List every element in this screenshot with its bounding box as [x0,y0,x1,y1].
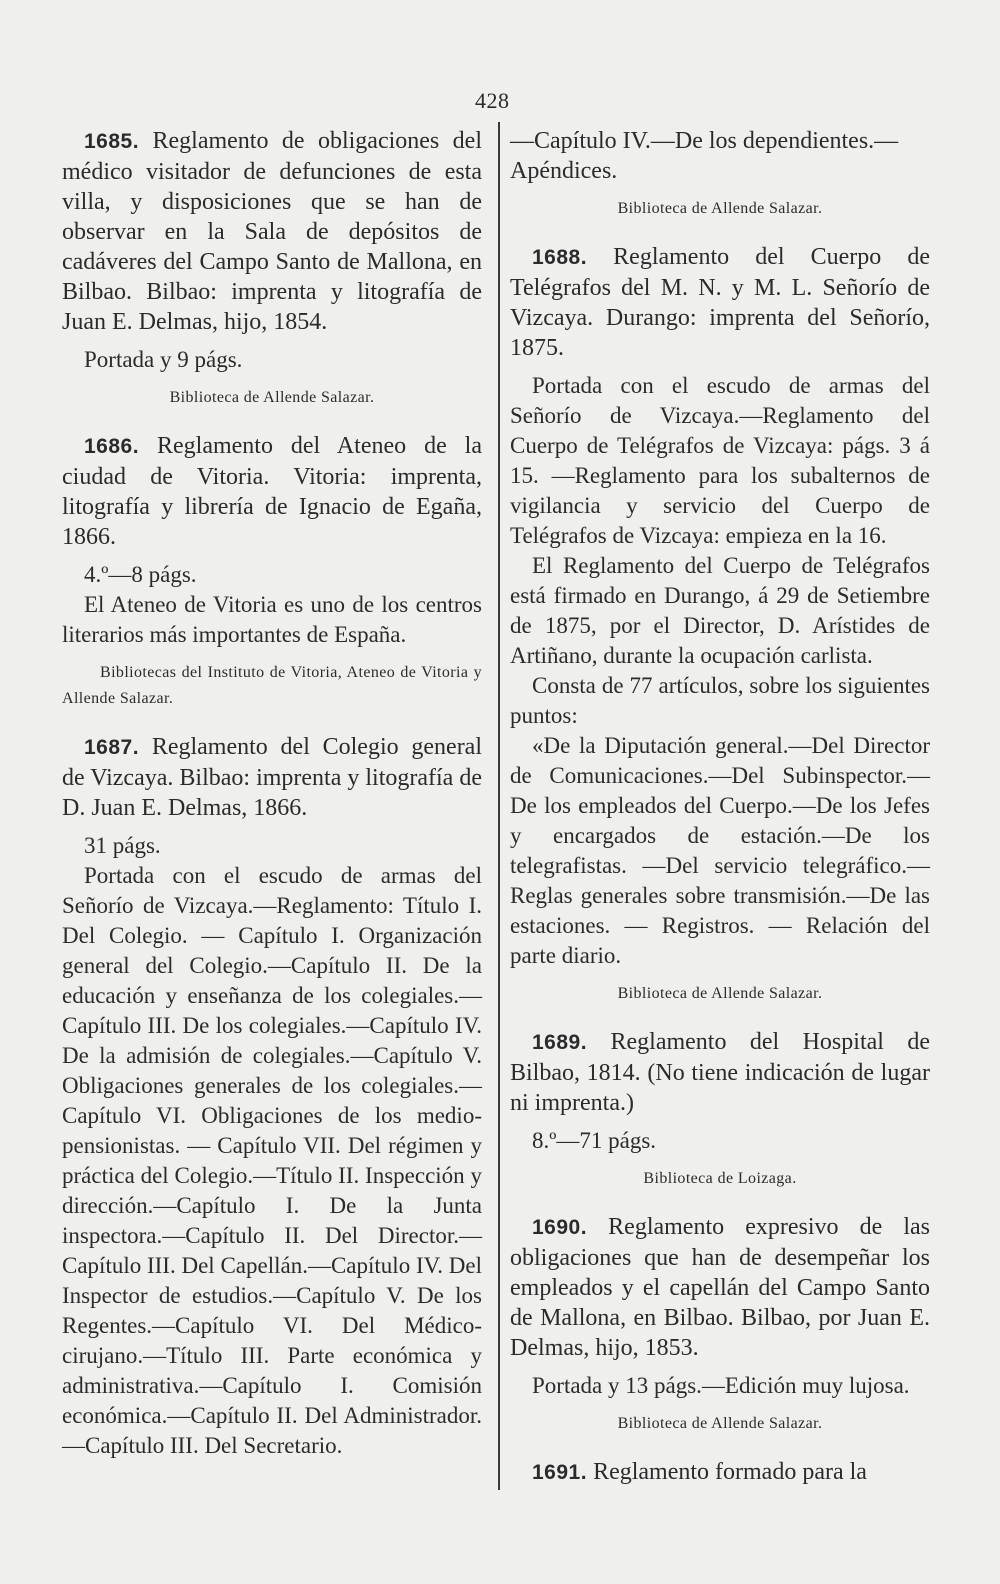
entry-number: 1687. [84,736,140,759]
entry-number: 1691. [532,1461,588,1484]
entry-detail: 8.º—71 págs. [532,1128,657,1153]
entry-1689 [510,1027,930,1192]
entry-title-paragraph [62,431,482,552]
left-column [62,126,482,1481]
entry-number: 1690. [532,1216,588,1239]
entry-title-paragraph [510,1027,930,1118]
entry-title: Reglamento de obligaciones del médico visitador de defunciones de esta villa, y disposiciones que se han de observar en la Sala de depósitos de cadáveres del Campo Santo de Mallona, en Bilbao. Bilbao: imprenta y litografía de Juan E. Delmas, hijo, 1854. [62,128,482,335]
entry-detail: «De la Diputación general.—Del Director de Comunicaciones.—Del Subinspector.—De los empleados del Cuerpo.—De los Jefes y encargados de estación.—De los telegrafistas. —Del servicio telegráfico.—Reglas generales sobre transmisión.—De las estaciones. — Registros. — Relación del parte diario. [510,733,930,968]
entry-title-paragraph [510,242,930,363]
library-note: Biblioteca de Allende Salazar. [617,1415,823,1432]
library-note: Biblioteca de Allende Salazar. [169,389,375,406]
entry-title-paragraph [62,126,482,337]
entry-number: 1688. [532,246,588,269]
entry-detail: Portada con el escudo de armas del Señorío de Vizcaya.—Reglamento: Título I. Del Colegio. — Capítulo I. Organización general del Colegio.—Capítulo II. De la educación y enseñanza de los colegiales.—Capítulo III. De los colegiales.—Capítulo IV. De la admisión de colegiales.—Capítulo V. Obligaciones generales de los colegiales.—Capítulo VI. Obligaciones de los medio-pensionistas. — Capítulo VII. Del régimen y práctica del Colegio.—Título II. Inspección y dirección.—Capítulo I. De la Junta inspectora.—Capítulo II. Del Director.—Capítulo III. Del Capellán.—Capítulo IV. Del Inspector de estudios.—Capítulo V. De los Regentes.—Capítulo VI. Del Médico-cirujano.—Título III. Parte económica y administrativa.—Capítulo I. Comisión económica.—Capítulo II. Del Administrador.—Capítulo III. Del Secretario. [62,863,482,1458]
library-note: Biblioteca de Allende Salazar. [617,200,823,217]
entry-1685 [62,126,482,411]
library-note: Biblioteca de Allende Salazar. [617,985,823,1002]
entry-title: Reglamento del Cuerpo de Telégrafos del M. N. y M. L. Señorío de Vizcaya. Durango: imprenta del Señorío, 1875. [510,244,931,361]
entry-title-paragraph [62,732,482,823]
entry-detail: 4.º—8 págs. [84,562,197,587]
library-note: Biblioteca de Loizaga. [643,1170,797,1187]
continued-entry [510,126,930,222]
column-divider [498,122,500,1490]
entry-detail: 31 págs. [84,833,161,858]
entry-detail: El Ateneo de Vitoria es uno de los centros literarios más importantes de España. [62,592,482,647]
entry-detail: Portada con el escudo de armas del Señorío de Vizcaya.—Reglamento del Cuerpo de Telégrafos de Vizcaya: págs. 3 á 15. —Reglamento para los subalternos de vigilancia y servicio del Cuerpo de Telégrafos de Vizcaya: empieza en la 16. [510,373,930,548]
entry-detail: El Reglamento del Cuerpo de Telégrafos está firmado en Durango, á 29 de Setiembre de 1875, por el Director, D. Arístides de Artiñano, durante la ocupación carlista. [510,553,930,668]
entry-number: 1686. [84,435,140,458]
entry-detail: Consta de 77 artículos, sobre los siguientes puntos: [510,673,930,728]
entry-number: 1685. [84,130,140,153]
entry-title-paragraph [510,1457,930,1488]
entry-1686 [62,431,482,712]
entry-1691 [510,1457,930,1488]
entry-detail: Portada y 9 págs. [84,347,243,372]
right-column [510,126,930,1508]
entry-title: Reglamento expresivo de las obligaciones que han de desempeñar los empleados y el capellán del Campo Santo de Mallona, en Bilbao. Bilbao, por Juan E. Delmas, hijo, 1853. [510,1214,930,1361]
continuation-text: —Capítulo IV.—De los dependientes.—Apéndices. [510,128,899,184]
entry-1687 [62,732,482,1461]
library-note: Bibliotecas del Instituto de Vitoria, Ateneo de Vitoria y Allende Salazar. [62,664,482,707]
entry-title: Reglamento del Colegio general de Vizcaya. Bilbao: imprenta y litografía de D. Juan E. Delmas, 1866. [62,734,483,821]
entry-detail: Portada y 13 págs.—Edición muy lujosa. [532,1373,910,1398]
page-number: 428 [475,88,510,113]
entry-number: 1689. [532,1031,588,1054]
entry-1688 [510,242,930,1007]
entry-title-paragraph [510,1212,930,1363]
entry-1690 [510,1212,930,1437]
entry-title: Reglamento del Hospital de Bilbao, 1814. (No tiene indicación de lugar ni imprenta.) [510,1029,930,1116]
entry-title: Reglamento del Ateneo de la ciudad de Vitoria. Vitoria: imprenta, litografía y librería de Ignacio de Egaña, 1866. [62,433,482,550]
entry-title: Reglamento formado para la [593,1459,867,1485]
